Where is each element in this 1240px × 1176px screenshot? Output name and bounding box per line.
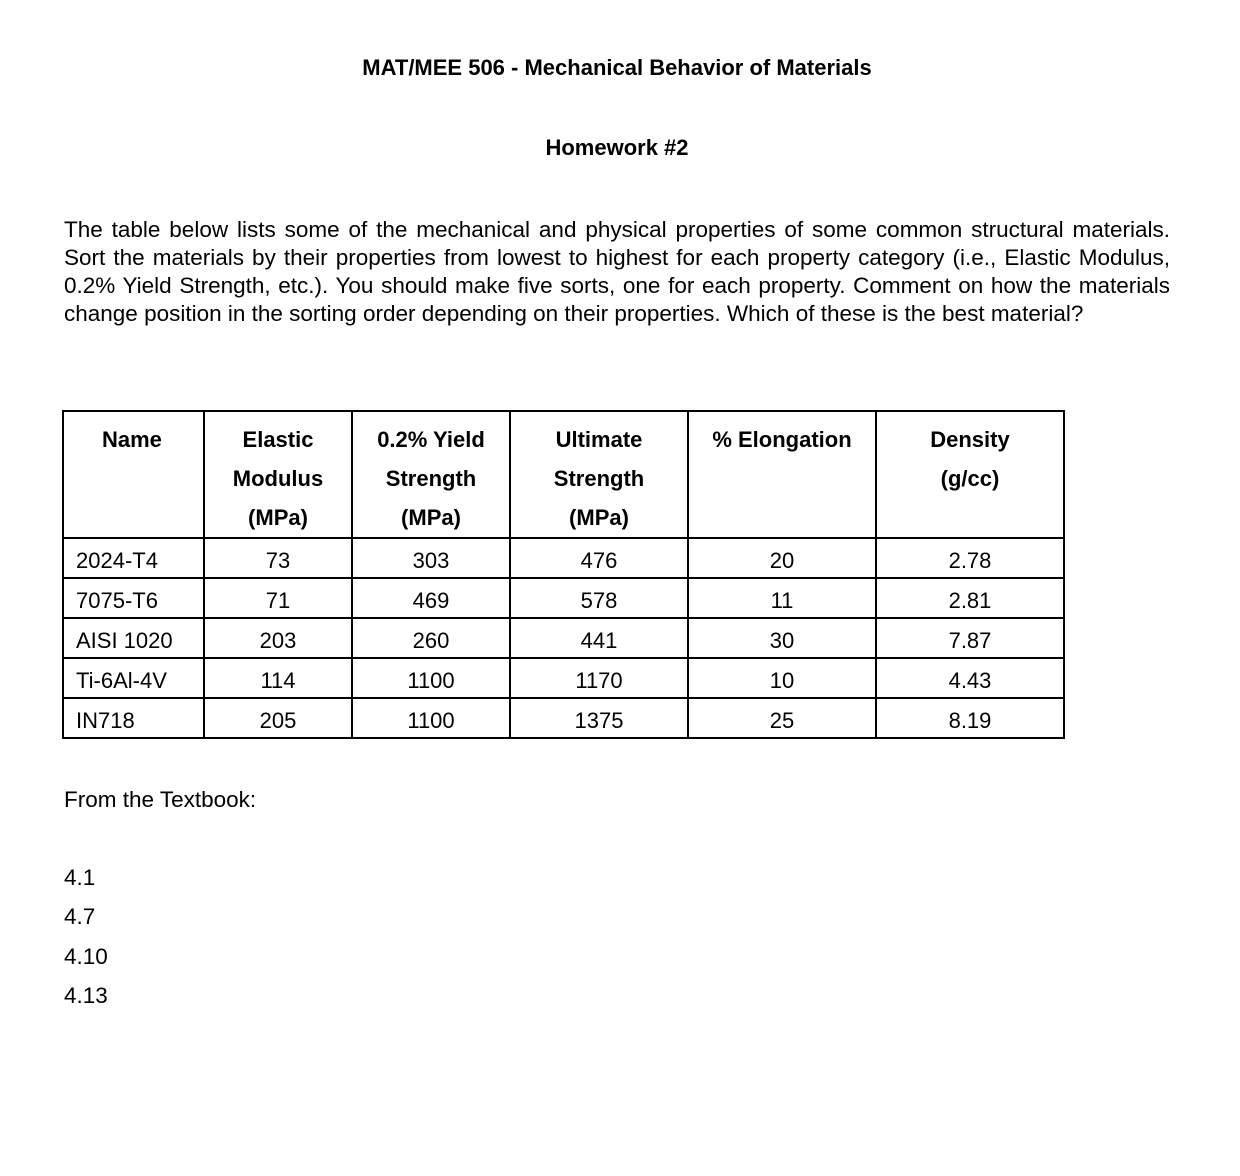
cell-name: AISI 1020 [63,618,204,658]
cell-yield-strength: 1100 [352,658,510,698]
cell-elastic-modulus: 203 [204,618,352,658]
cell-elongation: 30 [688,618,876,658]
header-line: % Elongation [712,427,852,452]
cell-elastic-modulus: 71 [204,578,352,618]
table-header-row [63,411,1064,538]
cell-ultimate-strength: 441 [510,618,688,658]
header-line: Density [930,427,1010,452]
table-row [63,538,1064,578]
cell-density: 7.87 [876,618,1064,658]
header-line: Elastic [242,427,314,452]
cell-elastic-modulus: 114 [204,658,352,698]
header-line: Name [102,427,162,452]
header-line: Ultimate [555,427,643,452]
header-line: (MPa) [401,505,461,530]
cell-yield-strength: 260 [352,618,510,658]
textbook-label: From the Textbook: [64,787,257,812]
problem-list [64,864,108,1021]
table-row [63,658,1064,698]
cell-elongation: 25 [688,698,876,738]
header-line: Strength [385,466,477,491]
cell-yield-strength: 1100 [352,698,510,738]
header-line: (MPa) [569,505,629,530]
cell-yield-strength: 469 [352,578,510,618]
header-yield-strength [352,411,510,538]
problem-item: 4.10 [64,943,108,969]
header-elongation [688,411,876,538]
problem-item: 4.7 [64,904,96,930]
header-density [876,411,1064,538]
cell-name: 7075-T6 [63,578,204,618]
cell-elongation: 11 [688,578,876,618]
table-row [63,578,1064,618]
cell-name: 2024-T4 [63,538,204,578]
cell-density: 2.78 [876,538,1064,578]
intro-paragraph: The table below lists some of the mechanical and physical properties of some common structural materials. Sort the materials by their properties from lowest to highest for each property category (i.e., Elastic Modulus, 0.2% Yield Strength, etc.). You should make five sorts, one for each property. Comment on how the materials change position in the sorting order depending on their properties. Which of these is the best material? [64,217,1170,326]
cell-elastic-modulus: 73 [204,538,352,578]
cell-density: 8.19 [876,698,1064,738]
header-line: Modulus [232,466,324,491]
cell-ultimate-strength: 578 [510,578,688,618]
cell-density: 2.81 [876,578,1064,618]
header-line: (MPa) [248,505,308,530]
cell-name: Ti-6Al-4V [63,658,204,698]
header-line: Strength [553,466,645,491]
problem-item: 4.13 [64,982,108,1008]
problem-item: 4.1 [64,865,96,890]
cell-ultimate-strength: 1375 [510,698,688,738]
properties-table [62,410,1065,739]
homework-title: Homework #2 [545,135,689,160]
table-row [63,698,1064,738]
header-line: (g/cc) [940,466,1000,491]
header-ultimate-strength [510,411,688,538]
cell-elongation: 20 [688,538,876,578]
cell-ultimate-strength: 1170 [510,658,688,698]
cell-name: IN718 [63,698,204,738]
header-line: 0.2% Yield [377,427,485,452]
header-elastic-modulus [204,411,352,538]
header-name [63,411,204,538]
cell-ultimate-strength: 476 [510,538,688,578]
cell-elongation: 10 [688,658,876,698]
cell-yield-strength: 303 [352,538,510,578]
table-row [63,618,1064,658]
course-title: MAT/MEE 506 - Mechanical Behavior of Materials [362,55,872,80]
cell-elastic-modulus: 205 [204,698,352,738]
cell-density: 4.43 [876,658,1064,698]
